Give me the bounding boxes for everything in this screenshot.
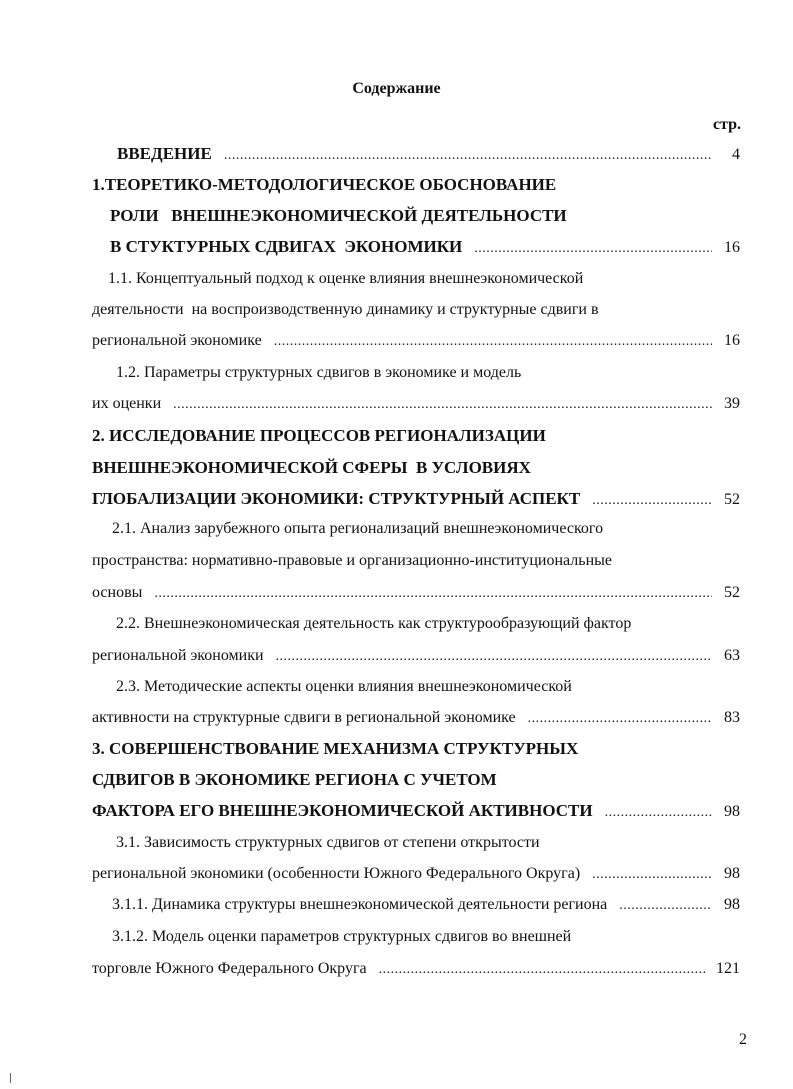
page-number: 2	[739, 1031, 747, 1048]
toc-entry-text: ВВЕДЕНИЕ	[117, 144, 212, 163]
toc-section-2-3-line-1[interactable]	[116, 676, 572, 698]
toc-entry-page: 121	[716, 960, 740, 977]
toc-entry-page: 98	[724, 803, 740, 820]
toc-entry-text: 1.1. Концептуальный подход к оценке влияния внешнеэкономической	[108, 270, 584, 287]
toc-entry-text: В СТУКТУРНЫХ СДВИГАХ ЭКОНОМИКИ	[110, 237, 463, 256]
toc-entry-text: РОЛИ ВНЕШНЕЭКОНОМИЧЕСКОЙ ДЕЯТЕЛЬНОСТИ	[110, 206, 567, 225]
leader-dots	[592, 490, 712, 512]
toc-section-3-1-2-line-1[interactable]	[112, 926, 571, 948]
toc-entry-page: 63	[724, 647, 740, 664]
toc-entry-text: 3.1. Зависимость структурных сдвигов от степени открытости	[116, 834, 540, 851]
toc-section-1-2-line-2[interactable]	[92, 393, 740, 415]
leader-dots	[274, 331, 712, 353]
leader-dots	[619, 895, 712, 917]
toc-entry-page: 39	[724, 395, 740, 412]
toc-entry-text: ФАКТОРА ЕГО ВНЕШНЕЭКОНОМИЧЕСКОЙ АКТИВНОСТИ	[92, 801, 593, 820]
toc-entry-introduction[interactable]	[117, 143, 740, 165]
toc-section-2-2-line-1[interactable]	[116, 613, 631, 635]
toc-entry-page: 52	[724, 491, 740, 508]
toc-entry-text: 3.1.2. Модель оценки параметров структурных сдвигов во внешней	[112, 928, 572, 945]
toc-entry-page: 52	[724, 584, 740, 601]
toc-entry-page: 98	[724, 896, 740, 913]
leader-dots	[528, 708, 712, 730]
toc-chapter-2-line-2[interactable]	[92, 457, 531, 479]
toc-entry-page: 4	[732, 146, 740, 163]
toc-chapter-2-line-1[interactable]	[92, 425, 546, 447]
toc-section-2-2-line-2[interactable]	[92, 645, 740, 667]
toc-section-1-2-line-1[interactable]	[116, 362, 521, 384]
toc-section-2-1-line-3[interactable]	[92, 582, 740, 604]
toc-entry-text: 1.ТЕОРЕТИКО-МЕТОДОЛОГИЧЕСКОЕ ОБОСНОВАНИЕ	[92, 175, 557, 194]
toc-entry-text: 2. ИССЛЕДОВАНИЕ ПРОЦЕССОВ РЕГИОНАЛИЗАЦИИ	[92, 426, 546, 445]
leader-dots	[224, 145, 712, 167]
leader-dots	[154, 583, 712, 605]
toc-section-1-1-line-1[interactable]	[108, 268, 583, 290]
page-column-header: стр.	[712, 116, 741, 133]
toc-entry-text: их оценки	[92, 395, 162, 412]
toc-section-2-1-line-2[interactable]	[92, 550, 612, 572]
leader-dots	[173, 394, 712, 416]
leader-dots	[592, 864, 712, 886]
toc-entry-text: СДВИГОВ В ЭКОНОМИКЕ РЕГИОНА С УЧЕТОМ	[92, 770, 497, 789]
toc-chapter-1-line-3[interactable]	[110, 236, 740, 258]
leader-dots	[474, 238, 712, 260]
toc-section-3-1-2-line-2[interactable]	[92, 958, 740, 980]
toc-entry-page: 16	[724, 332, 740, 349]
toc-entry-text: пространства: нормативно-правовые и организационно-институциональные	[92, 552, 612, 569]
toc-entry-text: 3.1.1. Динамика структуры внешнеэкономической деятельности региона	[112, 896, 608, 913]
toc-title: Содержание	[352, 80, 441, 97]
leader-dots	[276, 646, 712, 668]
toc-entry-text: 2.3. Методические аспекты оценки влияния внешнеэкономической	[116, 678, 572, 695]
toc-chapter-2-line-3[interactable]	[92, 488, 740, 510]
toc-chapter-3-line-2[interactable]	[92, 769, 497, 791]
toc-chapter-1-line-2[interactable]	[110, 205, 567, 227]
leader-dots	[605, 802, 712, 824]
toc-entry-text: активности на структурные сдвиги в региональной экономике	[92, 709, 516, 726]
toc-section-1-1-line-2[interactable]	[92, 299, 599, 321]
toc-entry-text: 1.2. Параметры структурных сдвигов в экономике и модель	[116, 364, 522, 381]
toc-entry-text: основы	[92, 584, 143, 601]
toc-chapter-3-line-1[interactable]	[92, 738, 578, 760]
toc-section-2-1-line-1[interactable]	[112, 518, 603, 540]
toc-section-1-1-line-3[interactable]	[92, 330, 740, 352]
toc-entry-text: 3. СОВЕРШЕНСТВОВАНИЕ МЕХАНИЗМА СТРУКТУРНЫХ	[92, 739, 579, 758]
toc-entry-page: 83	[724, 709, 740, 726]
leader-dots	[379, 959, 706, 981]
toc-entry-text: региональной экономики (особенности Южного Федерального Округа)	[92, 865, 581, 882]
toc-entry-page: 16	[724, 239, 740, 256]
toc-entry-text: региональной экономике	[92, 332, 262, 349]
toc-chapter-1-line-1[interactable]	[92, 174, 556, 196]
toc-entry-page: 98	[724, 865, 740, 882]
toc-section-3-1-1[interactable]	[112, 894, 740, 916]
toc-section-2-3-line-2[interactable]	[92, 707, 740, 729]
toc-entry-text: ВНЕШНЕЭКОНОМИЧЕСКОЙ СФЕРЫ В УСЛОВИЯХ	[92, 458, 531, 477]
toc-entry-text: торговле Южного Федерального Округа	[92, 960, 367, 977]
toc-entry-text: региональной экономики	[92, 647, 264, 664]
toc-entry-text: 2.2. Внешнеэкономическая деятельность как структурообразующий фактор	[116, 615, 632, 632]
toc-entry-text: ГЛОБАЛИЗАЦИИ ЭКОНОМИКИ: СТРУКТУРНЫЙ АСПЕКТ	[92, 489, 581, 508]
toc-entry-text: деятельности на воспроизводственную динамику и структурные сдвиги в	[92, 301, 599, 318]
toc-section-3-1-line-2[interactable]	[92, 863, 740, 885]
toc-entry-text: 2.1. Анализ зарубежного опыта регионализаций внешнеэкономического	[112, 520, 604, 537]
toc-chapter-3-line-3[interactable]	[92, 800, 740, 822]
scan-mark	[10, 1073, 11, 1083]
toc-section-3-1-line-1[interactable]	[116, 832, 540, 854]
